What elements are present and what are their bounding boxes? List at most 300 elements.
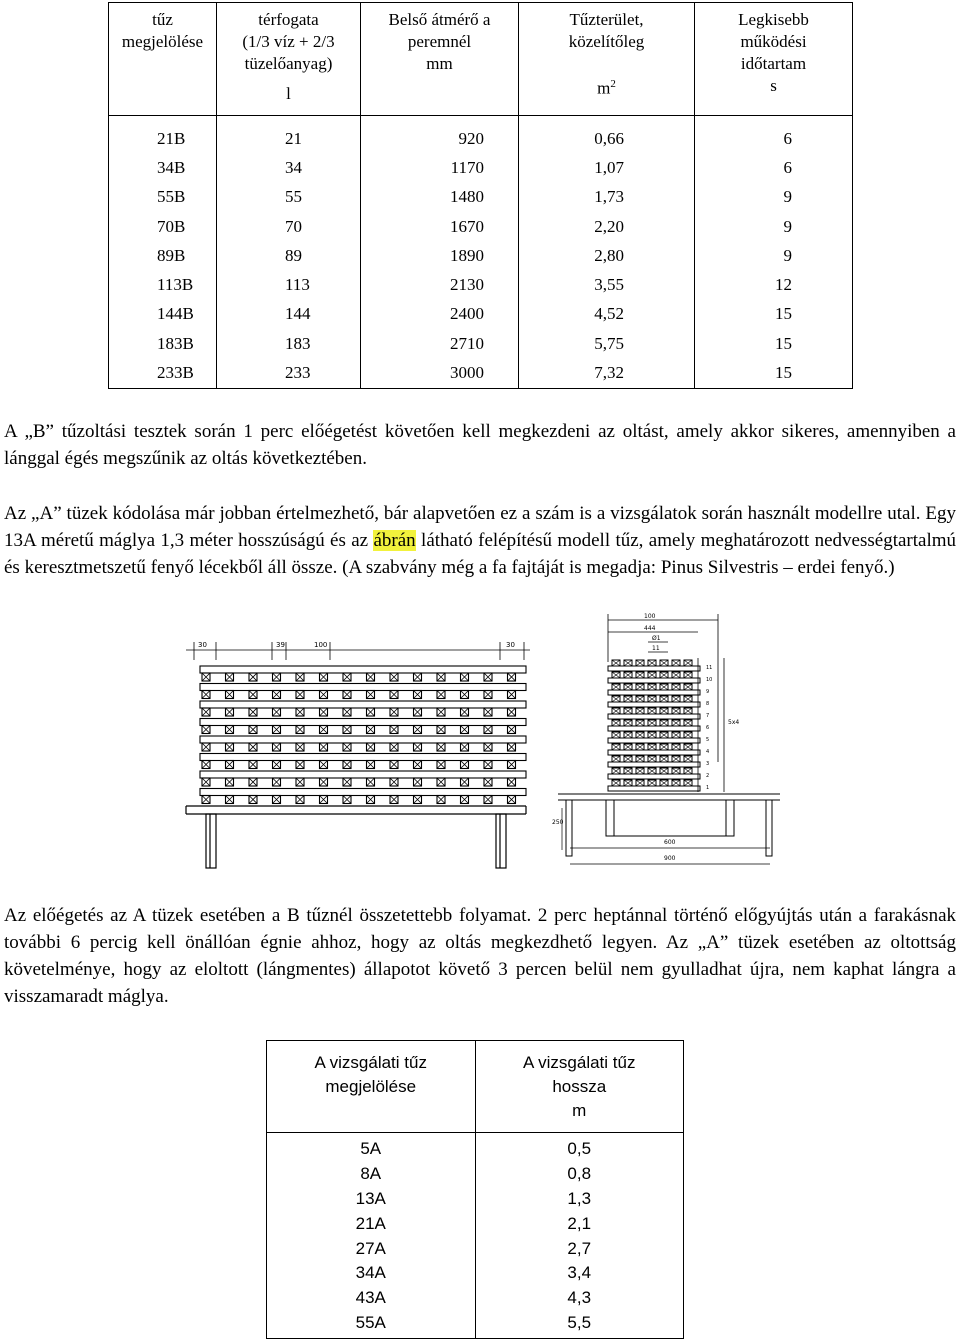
cross-mark — [684, 744, 692, 750]
cross-mark — [343, 691, 351, 699]
layer-label: 5 — [706, 737, 710, 743]
layer-label: 9 — [706, 689, 710, 695]
cross-mark — [612, 672, 620, 678]
cross-mark — [367, 796, 375, 804]
table-cell: 70B — [109, 212, 217, 241]
cross-mark — [249, 691, 257, 699]
cross-mark — [636, 780, 644, 786]
cross-mark — [367, 778, 375, 786]
dim-label: 30 — [506, 641, 515, 649]
cross-mark — [660, 660, 668, 666]
cross-mark — [320, 708, 328, 716]
cross-mark — [202, 796, 210, 804]
cross-mark — [672, 768, 680, 774]
cross-mark — [367, 691, 375, 699]
cross-mark — [684, 780, 692, 786]
table-cell: 1170 — [361, 153, 519, 182]
cross-mark — [684, 720, 692, 726]
cross-mark — [672, 756, 680, 762]
cross-mark — [437, 796, 445, 804]
table-row — [109, 183, 853, 212]
table-row — [109, 153, 853, 182]
table-cell: 27A — [267, 1236, 476, 1261]
cross-mark — [226, 761, 234, 769]
table-cell: 4,3 — [475, 1286, 684, 1311]
table-cell: 13A — [267, 1187, 476, 1212]
cross-mark — [226, 726, 234, 734]
header-line: (1/3 víz + 2/3 — [242, 32, 335, 51]
cross-mark — [461, 708, 469, 716]
cross-mark — [612, 696, 620, 702]
cross-mark — [296, 743, 304, 751]
table-cell: 0,5 — [475, 1133, 684, 1162]
table-cell: 6 — [695, 153, 853, 182]
cross-mark — [484, 726, 492, 734]
table-cell: 9 — [695, 183, 853, 212]
wood-stick-long — [608, 666, 700, 671]
table-cell: 89 — [217, 241, 361, 270]
table-cell: 3,55 — [519, 270, 695, 299]
cross-mark — [648, 720, 656, 726]
wood-stick-long — [608, 714, 700, 719]
table-row — [109, 358, 853, 388]
cross-mark — [508, 673, 516, 681]
cross-mark — [273, 761, 281, 769]
layer-label: 7 — [706, 713, 710, 719]
cross-mark — [367, 761, 375, 769]
cross-mark — [414, 726, 422, 734]
cross-mark — [612, 768, 620, 774]
cross-mark — [636, 720, 644, 726]
cross-mark — [684, 696, 692, 702]
table-row — [267, 1311, 684, 1339]
cross-mark — [390, 778, 398, 786]
cross-mark — [390, 761, 398, 769]
table-cell: 34A — [267, 1261, 476, 1286]
cross-mark — [508, 691, 516, 699]
cross-mark — [343, 743, 351, 751]
table-cell: 2,80 — [519, 241, 695, 270]
table-row — [109, 329, 853, 358]
cross-mark — [320, 673, 328, 681]
table-cell: 144B — [109, 300, 217, 329]
cross-mark — [636, 660, 644, 666]
table-row — [267, 1211, 684, 1236]
table-cell: 144 — [217, 300, 361, 329]
cross-mark — [390, 743, 398, 751]
table-row — [267, 1286, 684, 1311]
cross-mark — [684, 684, 692, 690]
cross-mark — [202, 708, 210, 716]
cross-mark — [612, 660, 620, 666]
cross-mark — [320, 761, 328, 769]
cross-mark — [273, 743, 281, 751]
table-cell: 43A — [267, 1286, 476, 1311]
table-cell: 89B — [109, 241, 217, 270]
cross-mark — [461, 778, 469, 786]
cross-mark — [484, 743, 492, 751]
cross-mark — [343, 761, 351, 769]
cross-mark — [249, 796, 257, 804]
dim-label: 5x4 — [728, 719, 740, 726]
cross-mark — [414, 743, 422, 751]
cross-mark — [296, 708, 304, 716]
cross-mark — [226, 796, 234, 804]
unit-superscript: 2 — [610, 78, 616, 90]
table-cell: 55A — [267, 1311, 476, 1339]
cross-mark — [624, 660, 632, 666]
header-line: Belső átmérő a — [388, 10, 491, 29]
header-line: megjelölése — [121, 32, 204, 51]
cross-mark — [636, 744, 644, 750]
table-cell: 21A — [267, 1211, 476, 1236]
header-unit: l — [286, 84, 291, 103]
table-cell: 1,3 — [475, 1187, 684, 1212]
cross-mark — [648, 780, 656, 786]
cross-mark — [624, 768, 632, 774]
cross-mark — [461, 796, 469, 804]
cross-mark — [648, 696, 656, 702]
layer-label: 8 — [706, 701, 710, 707]
table-cell: 55 — [217, 183, 361, 212]
wood-stick-long — [608, 762, 700, 767]
cross-mark — [684, 756, 692, 762]
table-cell: 1,07 — [519, 153, 695, 182]
table-header-row — [109, 3, 853, 116]
cross-mark — [648, 708, 656, 714]
wood-stick-long — [200, 719, 526, 726]
table-header-row — [267, 1041, 684, 1133]
header-test-fire-designation — [267, 1041, 476, 1133]
fire-class-a-table — [266, 1040, 684, 1339]
cross-mark — [684, 660, 692, 666]
table-row — [109, 300, 853, 329]
cross-mark — [672, 660, 680, 666]
wood-stick-long — [608, 786, 700, 791]
wood-stick-long — [608, 750, 700, 755]
cross-mark — [437, 726, 445, 734]
cross-mark — [672, 780, 680, 786]
table-cell: 1670 — [361, 212, 519, 241]
cross-mark — [414, 796, 422, 804]
cross-mark — [484, 691, 492, 699]
table-cell: 70 — [217, 212, 361, 241]
cross-mark — [660, 684, 668, 690]
header-line: hossza — [552, 1077, 607, 1096]
table-cell: 6 — [695, 116, 853, 154]
paragraph-text: látható felépítésű modell tűz, amely meghatározott nedvességtartalmú és keresztmetszetű fenyő lécekből áll össze. (A szabvány még a fa fajtáját is megadja: Pinus Silvestris – erdei fenyő.) — [4, 530, 956, 578]
table-body — [109, 116, 853, 389]
layer-label: 10 — [706, 677, 713, 683]
cross-mark — [612, 744, 620, 750]
table-cell: 55B — [109, 183, 217, 212]
header-line: A vizsgálati tűz — [523, 1053, 636, 1072]
cross-mark — [249, 778, 257, 786]
cross-mark — [390, 708, 398, 716]
table-cell: 113 — [217, 270, 361, 299]
cross-mark — [636, 672, 644, 678]
layer-label: 6 — [706, 725, 710, 731]
wood-stick-long — [608, 738, 700, 743]
header-line: megjelölése — [325, 1077, 417, 1096]
wood-stick-long — [200, 684, 526, 691]
cross-mark — [226, 778, 234, 786]
cross-mark — [343, 708, 351, 716]
cross-mark — [508, 743, 516, 751]
header-inner-diameter — [361, 3, 519, 116]
cross-mark — [273, 673, 281, 681]
table-cell: 8A — [267, 1162, 476, 1187]
cross-mark — [636, 768, 644, 774]
cross-mark — [672, 720, 680, 726]
highlighted-word: ábrán — [373, 530, 416, 551]
table-row — [109, 116, 853, 154]
cross-mark — [414, 761, 422, 769]
cross-mark — [390, 673, 398, 681]
layer-label: 11 — [706, 665, 713, 671]
cross-mark — [461, 673, 469, 681]
wood-stick-long — [200, 789, 526, 796]
cross-mark — [414, 673, 422, 681]
cross-mark — [202, 761, 210, 769]
cross-mark — [508, 726, 516, 734]
table-cell: 1480 — [361, 183, 519, 212]
cross-mark — [648, 672, 656, 678]
wood-stick-long — [200, 736, 526, 743]
cross-mark — [508, 796, 516, 804]
table-cell: 9 — [695, 241, 853, 270]
cross-mark — [684, 672, 692, 678]
table-cell: 3000 — [361, 358, 519, 388]
table-cell: 34B — [109, 153, 217, 182]
cross-mark — [226, 673, 234, 681]
cross-mark — [624, 720, 632, 726]
fire-class-b-table — [108, 2, 853, 389]
cross-mark — [672, 732, 680, 738]
cross-mark — [461, 743, 469, 751]
cross-mark — [320, 743, 328, 751]
cross-mark — [320, 778, 328, 786]
cross-mark — [672, 744, 680, 750]
cross-mark — [624, 744, 632, 750]
header-line: közelítőleg — [568, 32, 645, 51]
cross-mark — [390, 726, 398, 734]
header-line: Legkisebb — [738, 10, 809, 29]
cross-mark — [672, 708, 680, 714]
cross-mark — [612, 720, 620, 726]
header-line: Tűzterület, — [569, 10, 644, 29]
cross-mark — [648, 756, 656, 762]
cross-mark — [320, 726, 328, 734]
table-cell: 21 — [217, 116, 361, 154]
cross-mark — [343, 796, 351, 804]
header-fire-area — [519, 3, 695, 116]
table-cell: 21B — [109, 116, 217, 154]
table-cell: 183 — [217, 329, 361, 358]
table-cell: 113B — [109, 270, 217, 299]
dim-label: Ø1 — [652, 635, 661, 642]
cross-mark — [660, 744, 668, 750]
layer-label: 4 — [706, 749, 710, 755]
dim-label: 600 — [664, 839, 676, 846]
wood-stick-long — [200, 666, 526, 673]
cross-mark — [273, 778, 281, 786]
cross-mark — [684, 708, 692, 714]
cross-mark — [508, 708, 516, 716]
dim-label: 11 — [652, 645, 660, 652]
cross-mark — [226, 691, 234, 699]
header-fire-designation — [109, 3, 217, 116]
header-volume — [217, 3, 361, 116]
cross-mark — [202, 778, 210, 786]
table-cell: 0,66 — [519, 116, 695, 154]
layer-label: 2 — [706, 773, 710, 779]
table-cell: 920 — [361, 116, 519, 154]
cross-mark — [343, 726, 351, 734]
table-cell: 233B — [109, 358, 217, 388]
cross-mark — [648, 732, 656, 738]
wood-stick-long — [200, 701, 526, 708]
cross-mark — [624, 708, 632, 714]
dim-label: 30 — [198, 641, 207, 649]
cross-mark — [296, 761, 304, 769]
cross-mark — [612, 684, 620, 690]
cross-mark — [672, 684, 680, 690]
cross-mark — [437, 778, 445, 786]
cross-mark — [660, 780, 668, 786]
cross-mark — [484, 796, 492, 804]
header-line: mm — [426, 54, 453, 73]
table-cell: 1890 — [361, 241, 519, 270]
cross-mark — [660, 672, 668, 678]
cross-mark — [636, 732, 644, 738]
table-row — [267, 1187, 684, 1212]
cross-mark — [249, 743, 257, 751]
table-cell: 7,32 — [519, 358, 695, 388]
dim-label: 900 — [664, 855, 676, 862]
cross-mark — [320, 796, 328, 804]
table-row — [267, 1162, 684, 1187]
cross-mark — [648, 744, 656, 750]
table-row — [267, 1133, 684, 1162]
cross-mark — [508, 761, 516, 769]
table-body — [267, 1133, 684, 1339]
table-cell: 233 — [217, 358, 361, 388]
unit-base: m — [597, 78, 611, 98]
cross-mark — [343, 673, 351, 681]
cross-mark — [672, 672, 680, 678]
table-cell: 0,8 — [475, 1162, 684, 1187]
cross-mark — [343, 778, 351, 786]
cross-mark — [612, 780, 620, 786]
cross-mark — [202, 743, 210, 751]
cross-mark — [367, 673, 375, 681]
cross-mark — [296, 726, 304, 734]
wood-crib-front-view-figure — [180, 636, 540, 876]
dim-label: 100 — [314, 641, 328, 649]
cross-mark — [660, 732, 668, 738]
cross-mark — [437, 743, 445, 751]
header-min-duration — [695, 3, 853, 116]
cross-mark — [508, 778, 516, 786]
table-cell: 9 — [695, 212, 853, 241]
header-line: peremnél — [407, 32, 472, 51]
table-row — [267, 1261, 684, 1286]
wood-stick-long — [608, 774, 700, 779]
paragraph-a-coding — [4, 500, 956, 581]
table-cell: 2710 — [361, 329, 519, 358]
cross-mark — [202, 726, 210, 734]
table-cell: 5,5 — [475, 1311, 684, 1339]
cross-mark — [273, 691, 281, 699]
cross-mark — [612, 732, 620, 738]
cross-mark — [390, 796, 398, 804]
cross-mark — [367, 726, 375, 734]
header-line: térfogata — [258, 10, 319, 29]
cross-mark — [202, 673, 210, 681]
cross-mark — [624, 684, 632, 690]
header-line: időtartam — [740, 54, 807, 73]
cross-mark — [660, 708, 668, 714]
table-cell: 2,1 — [475, 1211, 684, 1236]
cross-mark — [636, 684, 644, 690]
cross-mark — [461, 726, 469, 734]
wood-stick-long — [200, 754, 526, 761]
cross-mark — [367, 743, 375, 751]
cross-mark — [624, 780, 632, 786]
cross-mark — [226, 743, 234, 751]
cross-mark — [484, 761, 492, 769]
table-cell: 4,52 — [519, 300, 695, 329]
cross-mark — [624, 672, 632, 678]
cross-mark — [367, 708, 375, 716]
cross-mark — [249, 708, 257, 716]
cross-mark — [296, 673, 304, 681]
cross-mark — [612, 756, 620, 762]
cross-mark — [624, 756, 632, 762]
wood-stick-long — [608, 726, 700, 731]
table-cell: 5A — [267, 1133, 476, 1162]
header-test-fire-length — [475, 1041, 684, 1133]
cross-mark — [437, 673, 445, 681]
table-cell: 2,7 — [475, 1236, 684, 1261]
table-cell: 3,4 — [475, 1261, 684, 1286]
cross-mark — [660, 696, 668, 702]
table-cell: 15 — [695, 300, 853, 329]
cross-mark — [437, 708, 445, 716]
dim-label: 444 — [644, 625, 656, 632]
cross-mark — [461, 761, 469, 769]
cross-mark — [320, 691, 328, 699]
cross-mark — [296, 796, 304, 804]
cross-mark — [648, 768, 656, 774]
layer-label: 3 — [706, 761, 710, 767]
cross-mark — [660, 720, 668, 726]
dim-label: 100 — [644, 613, 656, 620]
paragraph-b-tests: A „B” tűzoltási tesztek során 1 perc előégetést követően kell megkezdeni az oltást, amely akkor sikeres, amennyiben a lánggal égés megszűnik az oltás következtében. — [4, 421, 956, 469]
cross-mark — [648, 684, 656, 690]
cross-mark — [624, 732, 632, 738]
table-cell: 15 — [695, 329, 853, 358]
header-line: m — [572, 1101, 587, 1120]
cross-mark — [437, 691, 445, 699]
table-cell: 1,73 — [519, 183, 695, 212]
table-row — [109, 212, 853, 241]
table-row — [109, 270, 853, 299]
wood-stick-long — [608, 702, 700, 707]
table-cell: 2400 — [361, 300, 519, 329]
table-cell: 5,75 — [519, 329, 695, 358]
